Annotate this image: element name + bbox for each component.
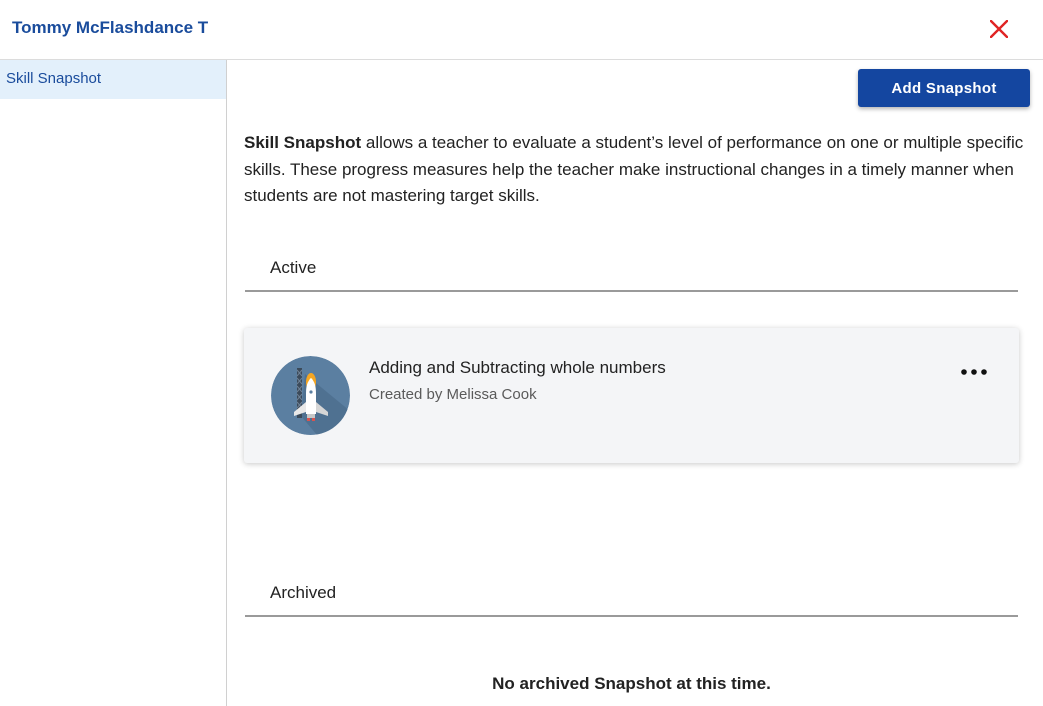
- sidebar-item-skill-snapshot[interactable]: Skill Snapshot: [0, 60, 226, 99]
- more-options-button[interactable]: [956, 360, 992, 384]
- rocket-icon: [271, 356, 350, 435]
- close-icon: [990, 20, 1008, 38]
- description-rest: allows a teacher to evaluate a student’s level of performance on one or multiple specific skills. These progress measures help the teacher make instructional changes in a timely manner when students are not mastering target skills.: [244, 133, 1024, 205]
- archived-empty-message: No archived Snapshot at this time.: [492, 674, 771, 693]
- snapshot-title: Adding and Subtracting whole numbers: [369, 358, 666, 377]
- main-content: [228, 60, 1043, 706]
- more-horizontal-icon: [961, 369, 987, 375]
- description-bold: Skill Snapshot: [244, 133, 362, 152]
- description-text: [244, 130, 1024, 210]
- snapshot-created-by: Created by Melissa Cook: [369, 386, 537, 403]
- snapshot-card[interactable]: [244, 328, 1019, 463]
- archived-section-title: Archived: [245, 583, 1018, 617]
- student-name: Tommy McFlashdance T: [12, 18, 209, 37]
- close-button[interactable]: [984, 14, 1014, 44]
- add-snapshot-button[interactable]: Add Snapshot: [858, 69, 1030, 107]
- modal-header: [0, 0, 1043, 60]
- active-section-title: Active: [245, 258, 1018, 292]
- sidebar: [0, 60, 227, 706]
